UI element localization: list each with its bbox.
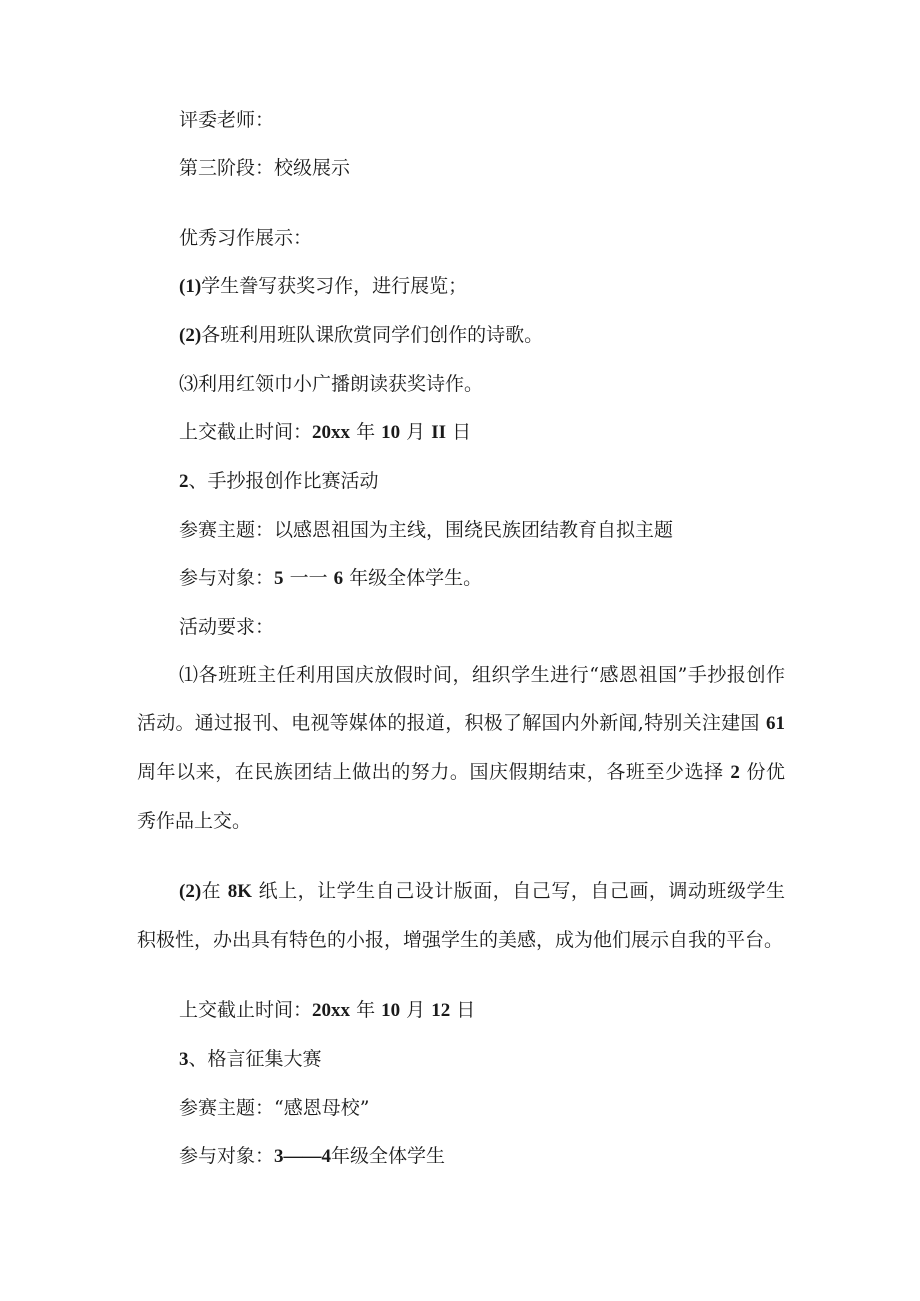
deadline-line-1 xyxy=(137,408,785,457)
text: 年级全体学生。 xyxy=(349,567,483,589)
grade-range: 3——4 xyxy=(274,1146,332,1167)
participants-line-2 xyxy=(137,554,785,603)
item-number: (1) xyxy=(179,276,202,297)
text: ⑶利用红领巾小广播朗读获奖诗作。 xyxy=(179,373,484,395)
text: 月 xyxy=(406,999,426,1021)
text: 参赛主题：以感恩祖国为主线，围绕民族团结教育自拟主题 xyxy=(179,519,674,541)
year: 20xx xyxy=(312,1000,351,1021)
text: 日 xyxy=(456,999,476,1021)
stage-three-heading xyxy=(137,144,785,192)
item-number: (2) xyxy=(179,325,202,346)
item-number: (2) xyxy=(179,881,202,902)
copies-number: 2 xyxy=(730,762,740,783)
day: II xyxy=(431,422,447,443)
text: 参与对象： xyxy=(179,1145,275,1167)
text: 年级全体学生 xyxy=(331,1145,446,1167)
text: 活动要求： xyxy=(179,616,275,638)
month: 10 xyxy=(381,1000,401,1021)
text: 一一 xyxy=(289,567,328,589)
month: 10 xyxy=(381,422,401,443)
text: 月 xyxy=(406,421,426,443)
text: 在 xyxy=(201,880,222,902)
text: 参赛主题：“感恩母校” xyxy=(179,1097,370,1119)
judges-line xyxy=(137,96,785,144)
requirements-heading xyxy=(137,603,785,651)
paper-size: 8K xyxy=(227,881,253,902)
document-body xyxy=(137,96,785,1181)
theme-line-2 xyxy=(137,506,785,554)
section-number: 2 xyxy=(179,471,189,492)
text: 各班利用班队课欣赏同学们创作的诗歌。 xyxy=(201,324,544,346)
text: 年 xyxy=(356,999,376,1021)
item-3 xyxy=(137,360,785,408)
participants-line-3 xyxy=(137,1132,785,1181)
day: 12 xyxy=(431,1000,451,1021)
text: 、格言征集大赛 xyxy=(188,1048,322,1070)
requirement-paragraph-1 xyxy=(137,651,785,845)
section-3-heading xyxy=(137,1035,785,1084)
text: 纸上，让学生自己设计版面，自己写，自己画，调动班级学生积极性，办出具有特色的小报，增强学生的美感，成为他们展示自我的平台。 xyxy=(137,880,785,951)
text: 参与对象： xyxy=(179,567,275,589)
text: 上交截止时间： xyxy=(179,421,313,443)
excellent-work-heading xyxy=(137,214,785,262)
year: 20xx xyxy=(312,422,351,443)
requirement-paragraph-2 xyxy=(137,867,785,964)
section-2-heading xyxy=(137,457,785,506)
text: 日 xyxy=(452,421,472,443)
section-number: 3 xyxy=(179,1049,189,1070)
grade-start: 5 xyxy=(274,568,284,589)
grade-end: 6 xyxy=(333,568,344,589)
text: 优秀习作展示： xyxy=(179,227,313,249)
text: 第三阶段：校级展示 xyxy=(179,157,351,179)
text: ⑴各班班主任利用国庆放假时间，组织学生进行“感恩祖国”手抄报创作活动。通过报刊、电视等媒体的报道，积极了解国内外新闻,特别关注建国 xyxy=(137,664,785,734)
text: 上交截止时间： xyxy=(179,999,313,1021)
text: 年 xyxy=(356,421,376,443)
deadline-line-2 xyxy=(137,986,785,1035)
text: 、手抄报创作比赛活动 xyxy=(188,470,379,492)
text: 学生誊写获奖习作，进行展览； xyxy=(201,275,468,297)
anniversary-number: 61 xyxy=(766,713,785,734)
text: 份优秀作品上交。 xyxy=(137,761,785,832)
theme-line-3 xyxy=(137,1084,785,1132)
text: 周年以来，在民族团结上做出的努力。国庆假期结束，各班至少选择 xyxy=(137,761,724,783)
item-1 xyxy=(137,262,785,311)
item-2 xyxy=(137,311,785,360)
text: 评委老师： xyxy=(179,109,275,131)
